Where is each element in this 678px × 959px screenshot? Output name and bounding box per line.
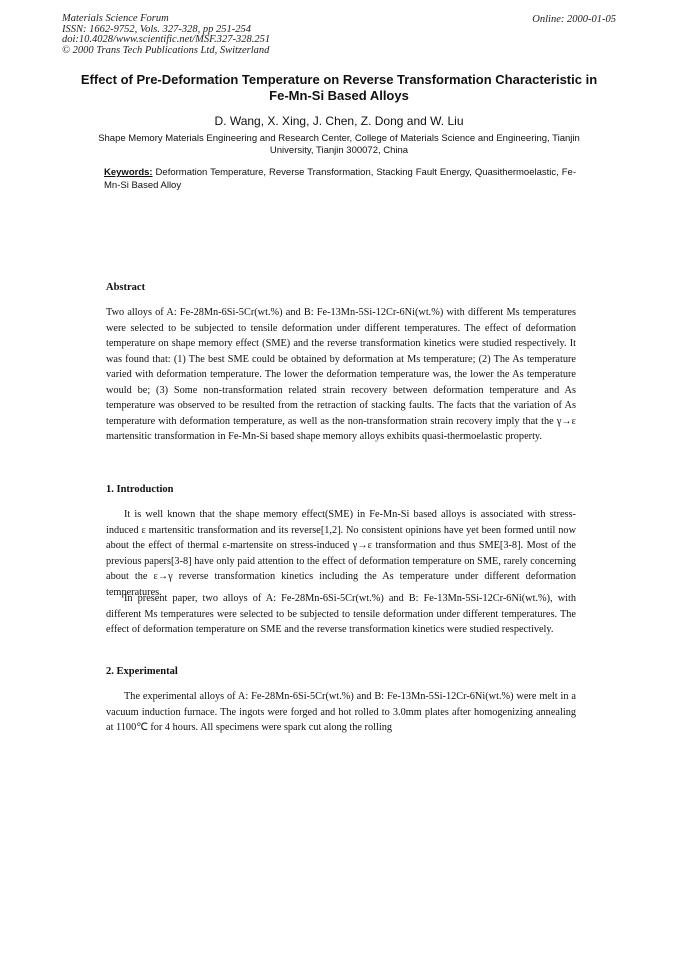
author-list: D. Wang, X. Xing, J. Chen, Z. Dong and W. Liu: [214, 114, 464, 128]
copyright-line: © 2000 Trans Tech Publications Ltd, Switzerland: [62, 44, 270, 56]
keywords-label: Keywords:: [104, 167, 153, 178]
introduction-paragraph-1: It is well known that the shape memory effect(SME) in Fe-Mn-Si based alloys is associated with stress-induced ε martensitic transformation and its reverse[1,2]. No consistent opinions have yet been formed until now about the effect of thermal ε-martensite on stress-induced γ→ε transformation and thus SME[3-8]. Most of the previous papers[3-8] have only paid attention to the effect of deformation temperature on SME, rarely concerning about the ε→γ reverse transformation kinetics including the As temperature under different deformation temperatures.: [106, 509, 576, 598]
online-date: Online: 2000-01-05: [532, 14, 616, 25]
doi-line[interactable]: doi:10.4028/www.scientific.net/MSF.327-328.251: [62, 34, 271, 46]
keywords-text: Deformation Temperature, Reverse Transformation, Stacking Fault Energy, Quasithermoelastic, Fe-Mn-Si Based Alloy: [104, 167, 576, 191]
abstract-text: Two alloys of A: Fe-28Mn-6Si-5Cr(wt.%) and B: Fe-13Mn-5Si-12Cr-6Ni(wt.%) with different Ms temperatures were selected to be subjected to tensile deformation under different temperatures. The effect of deformation temperature on shape memory effect (SME) and the reverse transformation kinetics were studied respectively. It was found that: (1) The best SME could be obtained by deformation at Ms temperature; (2) The As temperature varied with deformation temperature. The lower the deformation temperature was, the lower the As temperature would be; (3) Some non-transformation related strain recovery between deformation temperature and As temperature was observed to be resulted from the retraction of stacking faults. The facts that the variation of As temperature with deformation temperature, as well as the non-transformation strain recovery imply that the γ→ε martensitic transformation in Fe-Mn-Si based shape memory alloys exhibits quasi-thermoelastic property.: [106, 307, 576, 442]
issn-line: ISSN: 1662-9752, Vols. 327-328, pp 251-254: [62, 23, 251, 35]
experimental-heading: 2. Experimental: [106, 666, 178, 677]
affiliation: Shape Memory Materials Engineering and Research Center, College of Materials Science and Engineering, Tianjin University, Tianjin 300072, China: [98, 133, 580, 156]
journal-name: Materials Science Forum: [62, 13, 169, 24]
abstract-heading: Abstract: [106, 282, 146, 293]
introduction-paragraph-2: In present paper, two alloys of A: Fe-28Mn-6Si-5Cr(wt.%) and B: Fe-13Mn-5Si-12Cr-6Ni(wt.%), with different Ms temperatures were selected to be subjected to tensile deformation under different temperatures. The effect of deformation temperature on SME and the reverse transformation kinetics were studied respectively.: [106, 593, 576, 635]
keywords-block: [104, 167, 576, 192]
paper-title: Effect of Pre-Deformation Temperature on Reverse Transformation Characteristic in Fe-Mn-Si Based Alloys: [80, 72, 598, 103]
introduction-heading: 1. Introduction: [106, 484, 174, 495]
experimental-paragraph-1: The experimental alloys of A: Fe-28Mn-6Si-5Cr(wt.%) and B: Fe-13Mn-5Si-12Cr-6Ni(wt.%) were melt in a vacuum induction furnace. The ingots were forged and hot rolled to 3.0mm plates after homogenizing annealing at 1100℃ for 4 hours. All specimens were spark cut along the rolling: [106, 691, 576, 733]
